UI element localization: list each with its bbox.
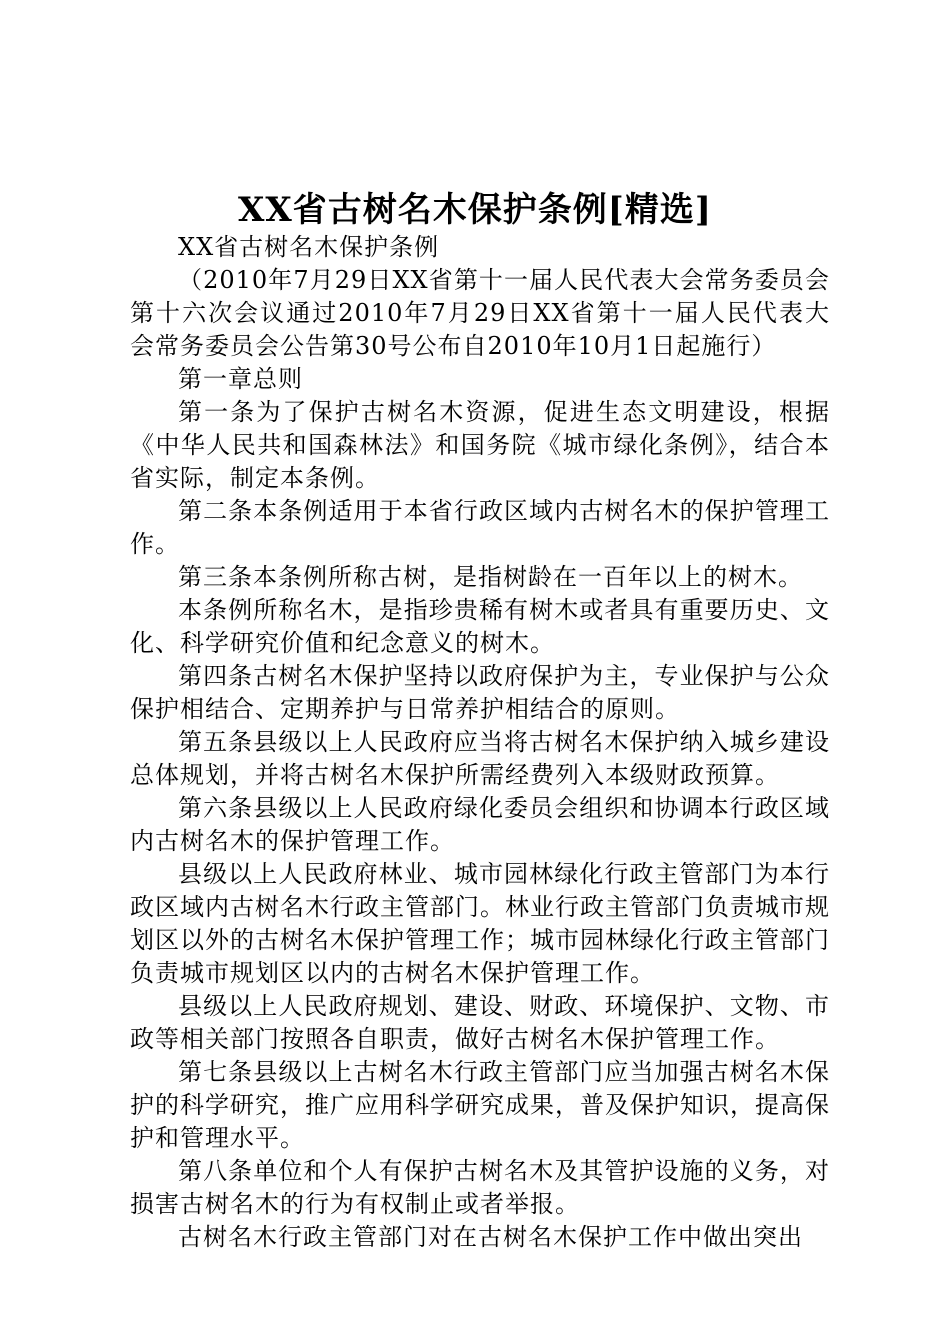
- adoption-note: （2010年7月29日XX省第十一届人民代表大会常务委员会第十六次会议通过2010年7月29日XX省第十一届人民代表大会常务委员会公告第30号公布自2010年10月1日起施行）: [130, 266, 830, 360]
- article-8: 第八条单位和个人有保护古树名木及其管护设施的义务，对损害古树名木的行为有权制止或者举报。: [130, 1157, 830, 1218]
- document-body: [130, 231, 830, 1254]
- article-7: 第七条县级以上古树名木行政主管部门应当加强古树名木保护的科学研究，推广应用科学研究成果，普及保护知识，提高保护和管理水平。: [130, 1058, 830, 1152]
- article-1: 第一条为了保护古树名木资源，促进生态文明建设，根据《中华人民共和国森林法》和国务院《城市绿化条例》，结合本省实际，制定本条例。: [130, 398, 830, 492]
- article-3: 第三条本条例所称古树，是指树龄在一百年以上的树木。: [178, 563, 803, 591]
- article-6-paragraph-3: 县级以上人民政府规划、建设、财政、环境保护、文物、市政等相关部门按照各自职责，做好古树名木保护管理工作。: [130, 992, 830, 1053]
- article-8-paragraph-2: 古树名木行政主管部门对在古树名木保护工作中做出突出: [178, 1223, 803, 1251]
- article-4: 第四条古树名木保护坚持以政府保护为主，专业保护与公众保护相结合、定期养护与日常养护相结合的原则。: [130, 662, 830, 723]
- article-2: 第二条本条例适用于本省行政区域内古树名木的保护管理工作。: [130, 497, 830, 558]
- article-5: 第五条县级以上人民政府应当将古树名木保护纳入城乡建设总体规划，并将古树名木保护所需经费列入本级财政预算。: [130, 728, 830, 789]
- regulation-name: XX省古树名木保护条例: [178, 233, 440, 261]
- article-6: 第六条县级以上人民政府绿化委员会组织和协调本行政区域内古树名木的保护管理工作。: [130, 794, 830, 855]
- chapter-heading: 第一章总则: [178, 365, 303, 393]
- article-3-paragraph-2: 本条例所称名木，是指珍贵稀有树木或者具有重要历史、文化、科学研究价值和纪念意义的树木。: [130, 596, 830, 657]
- document-title: XX省古树名木保护条例[精选]: [238, 190, 712, 230]
- article-6-paragraph-2: 县级以上人民政府林业、城市园林绿化行政主管部门为本行政区域内古树名木行政主管部门。林业行政主管部门负责城市规划区以外的古树名木保护管理工作；城市园林绿化行政主管部门负责城市规划区以内的古树名木保护管理工作。: [130, 860, 830, 987]
